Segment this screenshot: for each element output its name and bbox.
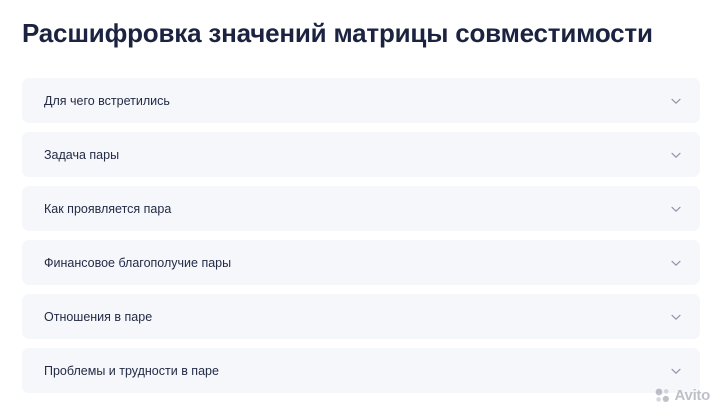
accordion-item-0[interactable] (22, 78, 700, 123)
chevron-down-icon[interactable] (670, 95, 682, 107)
accordion-item-label: Как проявляется пара (44, 201, 172, 216)
accordion-item-3[interactable] (22, 240, 700, 285)
accordion-item-label: Отношения в паре (44, 309, 153, 324)
accordion-item-label: Проблемы и трудности в паре (44, 363, 219, 378)
accordion-list (22, 78, 700, 402)
page-title: Расшифровка значений матрицы совместимости (22, 18, 653, 48)
avito-watermark (654, 387, 710, 404)
accordion-item-label: Для чего встретились (44, 93, 170, 108)
avito-logo-icon (654, 387, 671, 404)
avito-watermark-text: Avito (674, 387, 710, 404)
chevron-down-icon[interactable] (670, 203, 682, 215)
chevron-down-icon[interactable] (670, 257, 682, 269)
accordion-item-2[interactable] (22, 186, 700, 231)
chevron-down-icon[interactable] (670, 311, 682, 323)
left-margin (0, 0, 14, 410)
accordion-item-4[interactable] (22, 294, 700, 339)
accordion-item-1[interactable] (22, 132, 700, 177)
accordion-item-label: Задача пары (44, 147, 120, 162)
right-margin (712, 0, 720, 410)
accordion-item-5[interactable] (22, 348, 700, 393)
accordion-item-label: Финансовое благополучие пары (44, 255, 232, 270)
chevron-down-icon[interactable] (670, 365, 682, 377)
chevron-down-icon[interactable] (670, 149, 682, 161)
